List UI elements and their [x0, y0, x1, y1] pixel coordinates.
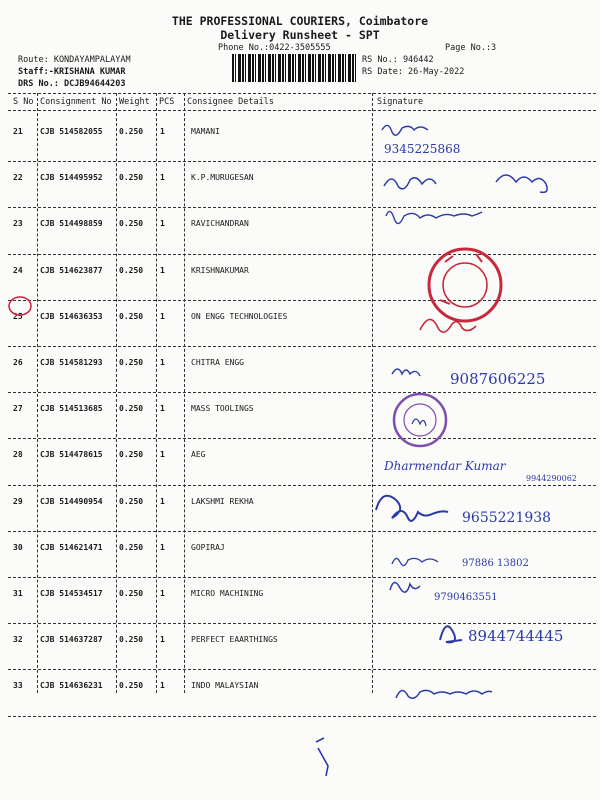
cell-sno: 23 [13, 219, 23, 229]
rs-date: RS Date: 26-May-2022 [362, 67, 465, 77]
phone-32: 8944744445 [468, 627, 564, 645]
cell-consignment: CJB 514623877 [40, 265, 103, 275]
cell-weight: 0.250 [119, 681, 144, 691]
cell-consignee: PERFECT EAARTHINGS [191, 635, 278, 645]
cell-pcs: 1 [160, 127, 165, 136]
phone-number: Phone No.:0422-3505555 [218, 43, 331, 53]
rs-number: RS No.: 946442 [362, 55, 434, 65]
cell-consignee: CHITRA ENGG [191, 358, 244, 367]
cell-sno: 30 [13, 542, 23, 552]
cell-pcs: 1 [160, 404, 165, 414]
signature-29 [376, 496, 448, 521]
runsheet-title: Delivery Runsheet - SPT [220, 28, 380, 42]
col-header-consignee: Consignee Details [187, 97, 274, 107]
cell-weight: 0.250 [119, 265, 144, 275]
cell-consignment: CJB 514582055 [40, 127, 103, 136]
cell-pcs: 1 [160, 635, 165, 645]
cell-weight: 0.250 [119, 404, 144, 414]
cell-consignee: GOPIRAJ [191, 542, 225, 552]
cell-sno: 26 [13, 358, 23, 367]
col-header-signature: Signature [377, 97, 424, 107]
company-stamp-red [429, 249, 501, 321]
cell-consignee: MICRO MACHINING [191, 589, 264, 598]
drs-number: DRS No.: DCJB94644203 [18, 79, 126, 89]
cell-consignment: CJB 514581293 [40, 358, 103, 367]
cell-weight: 0.250 [119, 635, 144, 645]
cell-consignee: MASS TOOLINGS [191, 404, 254, 414]
bottom-mark [316, 738, 328, 776]
name-28: Dharmendar Kumar [384, 459, 506, 473]
cell-consignment: CJB 514513685 [40, 404, 103, 414]
cell-sno: 22 [13, 173, 23, 183]
signature-33 [396, 690, 492, 698]
cell-weight: 0.250 [119, 358, 144, 367]
cell-pcs: 1 [160, 589, 165, 598]
signature-23 [386, 211, 482, 223]
cell-sno: 25 [13, 311, 23, 321]
col-header-consignment: Consignment No [40, 97, 112, 107]
cell-sno: 27 [13, 404, 23, 414]
cell-consignment: CJB 514534517 [40, 589, 103, 598]
cell-weight: 0.250 [119, 311, 144, 321]
cell-consignment: CJB 514498859 [40, 219, 103, 229]
cell-sno: 28 [13, 450, 23, 460]
cell-pcs: 1 [160, 542, 165, 552]
staff-label: Staff:-KRISHANA KUMAR [18, 67, 126, 77]
cell-consignee: K.P.MURUGESAN [191, 173, 254, 183]
cell-pcs: 1 [160, 311, 165, 321]
col-header-pcs: PCS [159, 97, 175, 107]
cell-consignee: INDO MALAYSIAN [191, 681, 259, 691]
cell-consignee: ON ENGG TECHNOLOGIES [191, 311, 288, 321]
cell-consignee: KRISHNAKUMAR [191, 265, 249, 275]
cell-consignment: CJB 514636353 [40, 311, 103, 321]
cell-weight: 0.250 [119, 496, 144, 506]
phone-28: 9944290062 [526, 474, 577, 483]
cell-weight: 0.250 [119, 173, 144, 183]
cell-consignee: AEG [191, 450, 206, 460]
phone-29: 9655221938 [462, 510, 552, 526]
cell-consignment: CJB 514490954 [40, 496, 103, 506]
cell-pcs: 1 [160, 681, 165, 691]
cell-weight: 0.250 [119, 542, 144, 552]
route-label: Route: KONDAYAMPALAYAM [18, 55, 131, 65]
cell-sno: 24 [13, 265, 23, 275]
cell-sno: 32 [13, 635, 23, 645]
cell-weight: 0.250 [119, 450, 144, 460]
phone-26: 9087606225 [450, 370, 546, 388]
cell-pcs: 1 [160, 173, 165, 183]
cell-pcs: 1 [160, 219, 165, 229]
cell-weight: 0.250 [119, 589, 144, 598]
signature-31 [390, 582, 420, 592]
cell-weight: 0.250 [119, 219, 144, 229]
page-number: Page No.:3 [445, 43, 497, 53]
signature-26 [392, 369, 420, 376]
cell-sno: 31 [13, 589, 23, 598]
cell-sno: 21 [13, 127, 23, 136]
company-stamp-purple [394, 394, 446, 446]
phone-21: 9345225868 [384, 142, 461, 156]
col-header-weight: Weight [119, 97, 150, 107]
cell-consignment: CJB 514621471 [40, 542, 103, 552]
cell-pcs: 1 [160, 265, 165, 275]
cell-sno: 29 [13, 496, 23, 506]
company-title: THE PROFESSIONAL COURIERS, Coimbatore [171, 14, 429, 28]
cell-sno: 33 [13, 681, 23, 691]
cell-consignment: CJB 514636231 [40, 681, 103, 691]
row-25-mark [9, 297, 31, 315]
cell-pcs: 1 [160, 450, 165, 460]
cell-weight: 0.250 [119, 127, 144, 136]
cell-consignee: MAMANI [191, 127, 220, 136]
cell-pcs: 1 [160, 496, 165, 506]
col-header-sno: S No [13, 97, 34, 107]
cell-consignment: CJB 514495952 [40, 173, 103, 183]
cell-consignment: CJB 514637287 [40, 635, 103, 645]
cell-consignee: LAKSHMI REKHA [191, 496, 254, 506]
cell-pcs: 1 [160, 358, 165, 367]
phone-31: 9790463551 [434, 592, 498, 603]
cell-consignment: CJB 514478615 [40, 450, 103, 460]
signature-30 [392, 558, 438, 565]
signature-21 [382, 125, 428, 135]
phone-30: 97886 13802 [462, 558, 529, 569]
signature-32 [440, 626, 462, 642]
signature-22 [384, 175, 547, 192]
cell-consignee: RAVICHANDRAN [191, 219, 249, 229]
